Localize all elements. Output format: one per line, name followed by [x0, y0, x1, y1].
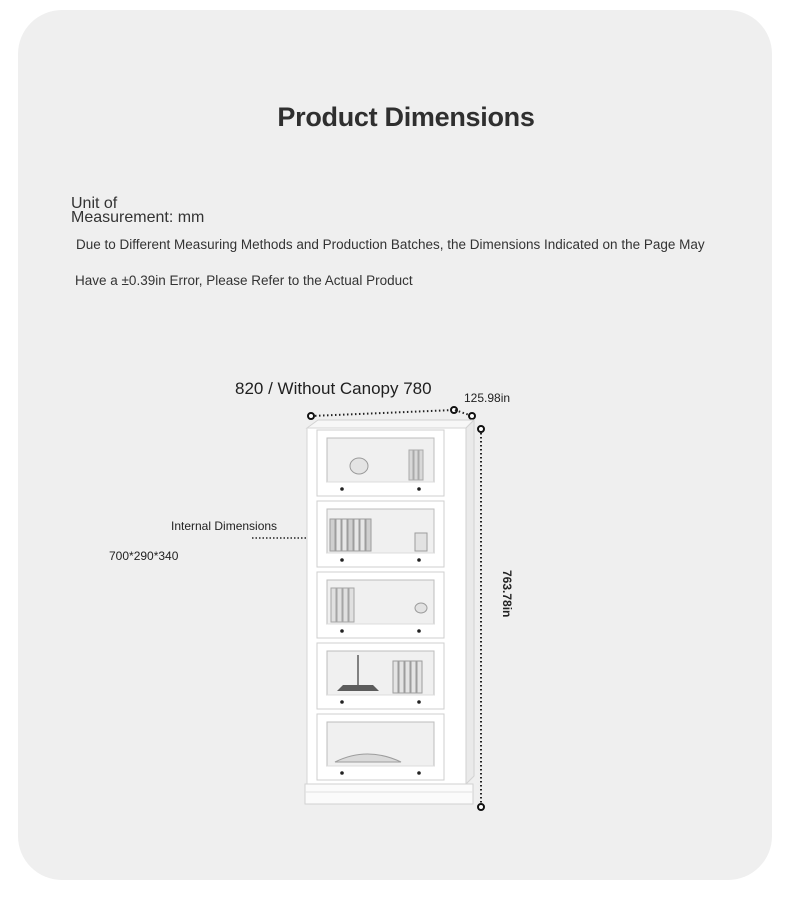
- book-decor: [393, 661, 398, 693]
- book-decor: [331, 588, 336, 622]
- door-knob: [340, 558, 344, 562]
- page-title: Product Dimensions: [277, 102, 535, 132]
- height-label: 763.78in: [500, 570, 514, 618]
- width-label: 820 / Without Canopy 780: [235, 379, 432, 398]
- book-decor: [360, 519, 365, 551]
- book-decor: [342, 519, 347, 551]
- bookcase-doors: [317, 430, 444, 780]
- book-decor: [399, 661, 404, 693]
- book-decor: [419, 450, 423, 480]
- door-knob: [417, 700, 421, 704]
- internal-dimensions-value: 700*290*340: [109, 549, 179, 563]
- book-decor: [348, 519, 353, 551]
- book-decor: [337, 588, 342, 622]
- book-decor: [414, 450, 418, 480]
- door-knob: [417, 629, 421, 633]
- book-decor: [417, 661, 422, 693]
- door-knob: [340, 700, 344, 704]
- book-decor: [409, 450, 413, 480]
- book-decor: [366, 519, 371, 551]
- book-decor: [405, 661, 410, 693]
- door-knob: [340, 629, 344, 633]
- book-decor: [349, 588, 354, 622]
- door-knob: [417, 771, 421, 775]
- book-decor: [336, 519, 341, 551]
- disclaimer-line-1: Due to Different Measuring Methods and Production Batches, the Dimensions Indicated on the Page May: [76, 237, 705, 252]
- internal-dimensions-label: Internal Dimensions: [171, 519, 278, 533]
- door-knob: [417, 558, 421, 562]
- book-decor: [343, 588, 348, 622]
- depth-label: 125.98in: [464, 391, 511, 405]
- book-decor: [354, 519, 359, 551]
- door-knob: [417, 487, 421, 491]
- height-dimension-line: [478, 426, 484, 810]
- vase-decor: [350, 458, 368, 474]
- width-dimension-line: [308, 407, 457, 419]
- plant-pot-decor: [415, 533, 427, 551]
- book-decor: [330, 519, 335, 551]
- door-knob: [340, 487, 344, 491]
- unit-line-2: Measurement: mm: [71, 209, 205, 226]
- book-decor: [411, 661, 416, 693]
- depth-dimension-line: [455, 410, 475, 419]
- ornament-decor: [415, 603, 427, 613]
- ship-model-decor: [337, 685, 379, 691]
- door-knob: [340, 771, 344, 775]
- disclaimer-line-2: Have a ±0.39in Error, Please Refer to the Actual Product: [75, 273, 413, 288]
- unit-line-1: Unit of: [71, 195, 118, 212]
